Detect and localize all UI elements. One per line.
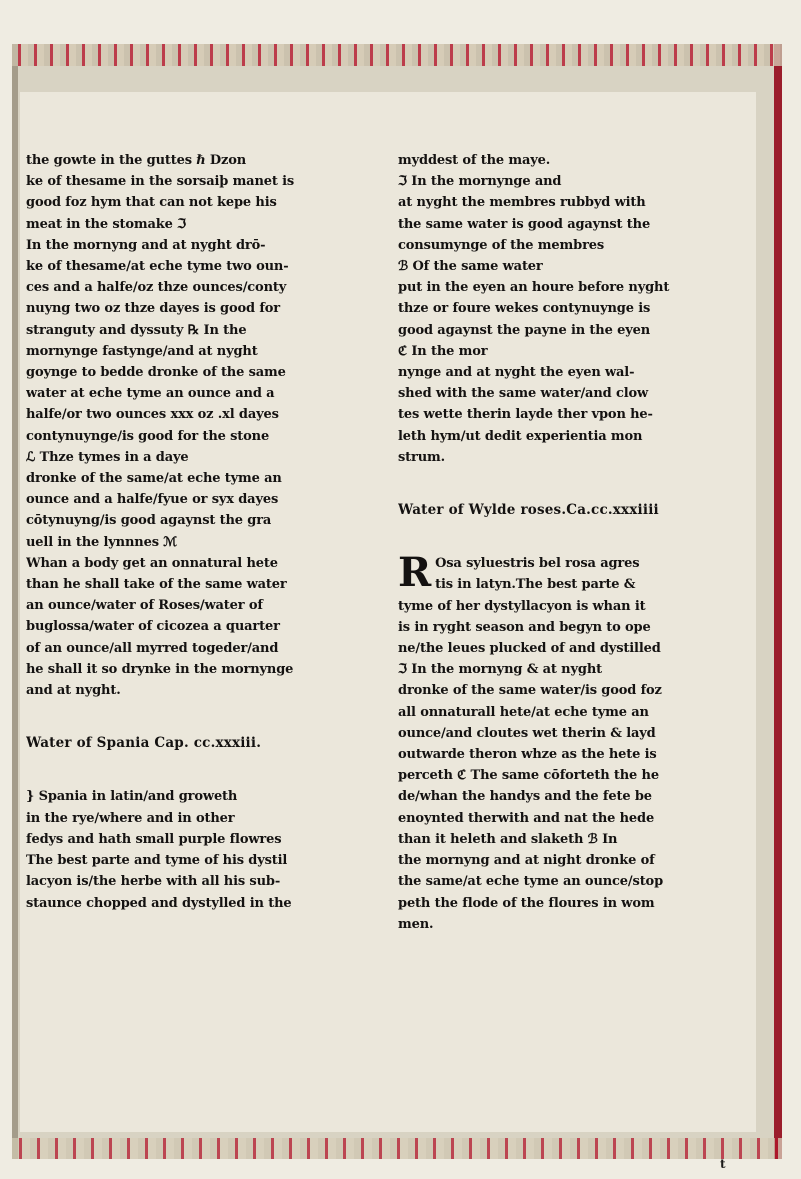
text-line: shed with the same water/and clow [398, 386, 649, 402]
text-line: Whan a body get an onnatural hete [26, 555, 278, 571]
text-line: in the rye/where and in other [26, 810, 235, 826]
text-line: good agaynst the payne in the eyen [398, 322, 651, 338]
text-line: dronke of the same water/is good foz [398, 683, 662, 699]
text-line: is in ryght season and begyn to ope [398, 619, 651, 635]
text-line: of an ounce/all myrred togeder/and [26, 640, 279, 656]
text-line: nynge and at nyght the eyen wal- [398, 365, 635, 381]
spania-heading: Water of Spania Cap. cc.xxxiii. [26, 735, 262, 752]
text-line: the same/at eche tyme an ounce/stop [398, 874, 664, 890]
text-line: perceth ℭ The same cōforteth the he [398, 768, 659, 784]
text-line: ke of thesame/at eche tyme two oun- [26, 259, 289, 275]
text-line: the same water is good agaynst the [398, 216, 651, 232]
text-line: } Spania in latin/and groweth [26, 789, 238, 805]
text-line: and at nyght. [26, 683, 121, 699]
text-line: fedys and hath small purple flowres [26, 831, 282, 847]
left-text-block-b [26, 786, 382, 913]
text-line: the gowte in the guttes ℏ Dzon [26, 153, 247, 168]
text-line: In the mornyng and at nyght drō- [26, 237, 266, 253]
text-line: halfe/or two ounces xxx oz .xl dayes [26, 407, 279, 423]
text-line: ℑ In the mornyng & at nyght [398, 662, 602, 678]
text-line: put in the eyen an houre before nyght [398, 280, 670, 296]
text-line: than it heleth and slaketh ℬ In [398, 831, 618, 847]
left-text-block-a [26, 150, 382, 701]
text-line: he shall it so drynke in the mornynge [26, 661, 294, 677]
text-line: ℒ Thze tymes in a daye [26, 449, 189, 465]
text-line: ces and a halfe/oz thze ounces/conty [26, 280, 287, 296]
text-line: tes wette therin layde ther vpon he- [398, 407, 653, 423]
text-line: leth hym/ut dedit experientia mon [398, 428, 643, 444]
text-line: an ounce/water of Roses/water of [26, 598, 263, 614]
bottom-border-ornament [12, 1138, 782, 1159]
text-line: consumynge of the membres [398, 237, 605, 253]
text-line: mornynge fastynge/and at nyght [26, 343, 258, 359]
text-line: ounce and a halfe/fyue or syx dayes [26, 492, 279, 508]
right-column [398, 150, 754, 935]
text-line: stranguty and dyssuty ℞ In the [26, 322, 247, 338]
text-line: ounce/and cloutes wet therin & layd [398, 725, 656, 741]
dropcap-initial: R [398, 549, 432, 597]
text-line: ne/the leues plucked of and dystilled [398, 641, 661, 657]
text-line: buglossa/water of cicozea a quarter [26, 619, 280, 635]
text-line: dronke of the same/at eche tyme an [26, 471, 282, 487]
text-line: the mornyng and at night dronke of [398, 853, 655, 869]
text-line: strum. [398, 449, 446, 465]
printed-leaf [20, 92, 756, 1171]
text-line: thze or foure wekes contynuynge is [398, 301, 651, 317]
left-column [26, 150, 382, 914]
text-line: enoynted therwith and nat the hede [398, 810, 655, 826]
text-line: ℑ In the mornynge and [398, 174, 562, 190]
text-line: Osa syluestris bel rosa agres [435, 556, 640, 572]
text-line: The best parte and tyme of his dystil [26, 853, 288, 869]
text-line: ℬ Of the same water [398, 259, 543, 275]
text-line: nuyng two oz thze dayes is good for [26, 301, 281, 317]
text-line: all onnaturall hete/at eche tyme an [398, 704, 649, 720]
text-line: myddest of the maye. [398, 153, 551, 168]
text-line: good foz hym that can not kepe his [26, 195, 277, 211]
text-line: de/whan the handys and the fete be [398, 789, 652, 805]
text-line: men. [398, 916, 434, 932]
text-line: ke of thesame in the sorsaiþ manet is [26, 174, 295, 190]
text-line: outwarde theron whze as the hete is [398, 747, 657, 763]
text-line: meat in the stomake ℑ [26, 216, 187, 232]
text-line: uell in the lynnnes ℳ [26, 534, 178, 550]
text-line: ℭ In the mor [398, 343, 488, 359]
wylde-roses-paragraph [398, 549, 754, 935]
text-line: contynuynge/is good for the stone [26, 428, 270, 444]
text-line: goynge to bedde dronke of the same [26, 365, 286, 381]
text-line: at nyght the membres rubbyd with [398, 195, 646, 211]
wylde-roses-heading: Water of Wylde roses.Ca.cc.xxxiiii [398, 502, 659, 519]
right-text-block-b [398, 549, 754, 935]
text-line: cōtynuyng/is good agaynst the gra [26, 513, 272, 529]
text-line: than he shall take of the same water [26, 577, 287, 593]
text-line: staunce chopped and dystylled in the [26, 895, 292, 911]
folio-mark: t [720, 1157, 726, 1171]
text-line: tis in latyn.The best parte & [435, 577, 636, 593]
text-line: peth the flode of the floures in wom [398, 895, 655, 911]
top-border-ornament [12, 44, 782, 66]
right-text-block-a [398, 150, 754, 468]
text-line: tyme of her dystyllacyon is whan it [398, 598, 646, 614]
text-line: water at eche tyme an ounce and a [26, 386, 275, 402]
text-line: lacyon is/the herbe with all his sub- [26, 874, 281, 890]
